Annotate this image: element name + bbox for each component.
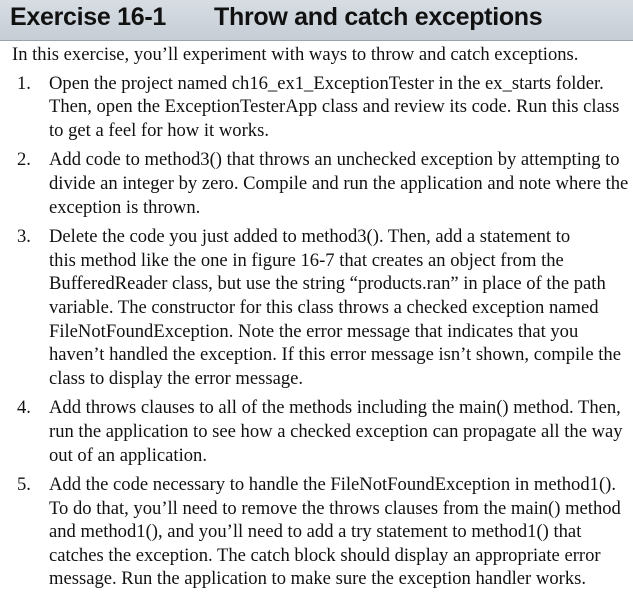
step-line: Add code to method3() that throws an unchecked exception by attempting to xyxy=(49,149,620,171)
step-line: Then, open the ExceptionTesterApp class and review its code. Run this class xyxy=(49,96,620,118)
step-line: BufferedReader class, but use the string “products.ran” in place of the path xyxy=(49,273,606,295)
step-line: exception is thrown. xyxy=(49,196,201,218)
step-line: catches the exception. The catch block should display an appropriate error xyxy=(49,544,601,566)
step-line: message. Run the application to make sure the exception handler works. xyxy=(49,568,586,590)
step-5 xyxy=(12,473,633,591)
step-line: variable. The constructor for this class throws a checked exception named xyxy=(49,296,599,318)
step-line: Add the code necessary to handle the FileNotFoundException in method1(). xyxy=(49,474,616,496)
step-2 xyxy=(12,148,633,219)
step-line: run the application to see how a checked exception can propagate all the way xyxy=(49,420,623,442)
step-line: divide an integer by zero. Compile and run the application and note where the xyxy=(49,172,629,194)
step-number: 3. xyxy=(17,226,31,248)
exercise-body xyxy=(12,43,633,597)
exercise-header xyxy=(0,0,633,41)
step-3 xyxy=(12,225,633,390)
step-line: Delete the code you just added to method3(). Then, add a statement to xyxy=(49,226,571,248)
step-line: FileNotFoundException. Note the error message that indicates that you xyxy=(49,320,579,342)
step-number: 5. xyxy=(17,474,31,496)
step-line: out of an application. xyxy=(49,444,208,466)
step-4 xyxy=(12,396,633,467)
steps-list xyxy=(12,72,633,591)
step-1 xyxy=(12,72,633,143)
step-line: this method like the one in figure 16-7 that creates an object from the xyxy=(49,249,564,271)
step-line: and method1(), and you’ll need to add a try statement to method1() that xyxy=(49,521,582,543)
step-line: to get a feel for how it works. xyxy=(49,119,269,141)
step-line: haven’t handled the exception. If this error message isn’t shown, compile the xyxy=(49,344,621,366)
step-number: 1. xyxy=(17,72,31,94)
step-number: 4. xyxy=(17,397,31,419)
step-line: To do that, you’ll need to remove the throws clauses from the main() method xyxy=(49,497,621,519)
step-line: Add throws clauses to all of the methods including the main() method. Then, xyxy=(49,397,621,419)
exercise-title: Throw and catch exceptions xyxy=(214,3,543,31)
step-number: 2. xyxy=(17,149,31,171)
step-line: Open the project named ch16_ex1_ExceptionTester in the ex_starts folder. xyxy=(49,72,604,94)
intro-text: In this exercise, you’ll experiment with ways to throw and catch exceptions. xyxy=(12,44,579,65)
step-line: class to display the error message. xyxy=(49,367,304,389)
exercise-label: Exercise 16-1 xyxy=(10,3,166,31)
